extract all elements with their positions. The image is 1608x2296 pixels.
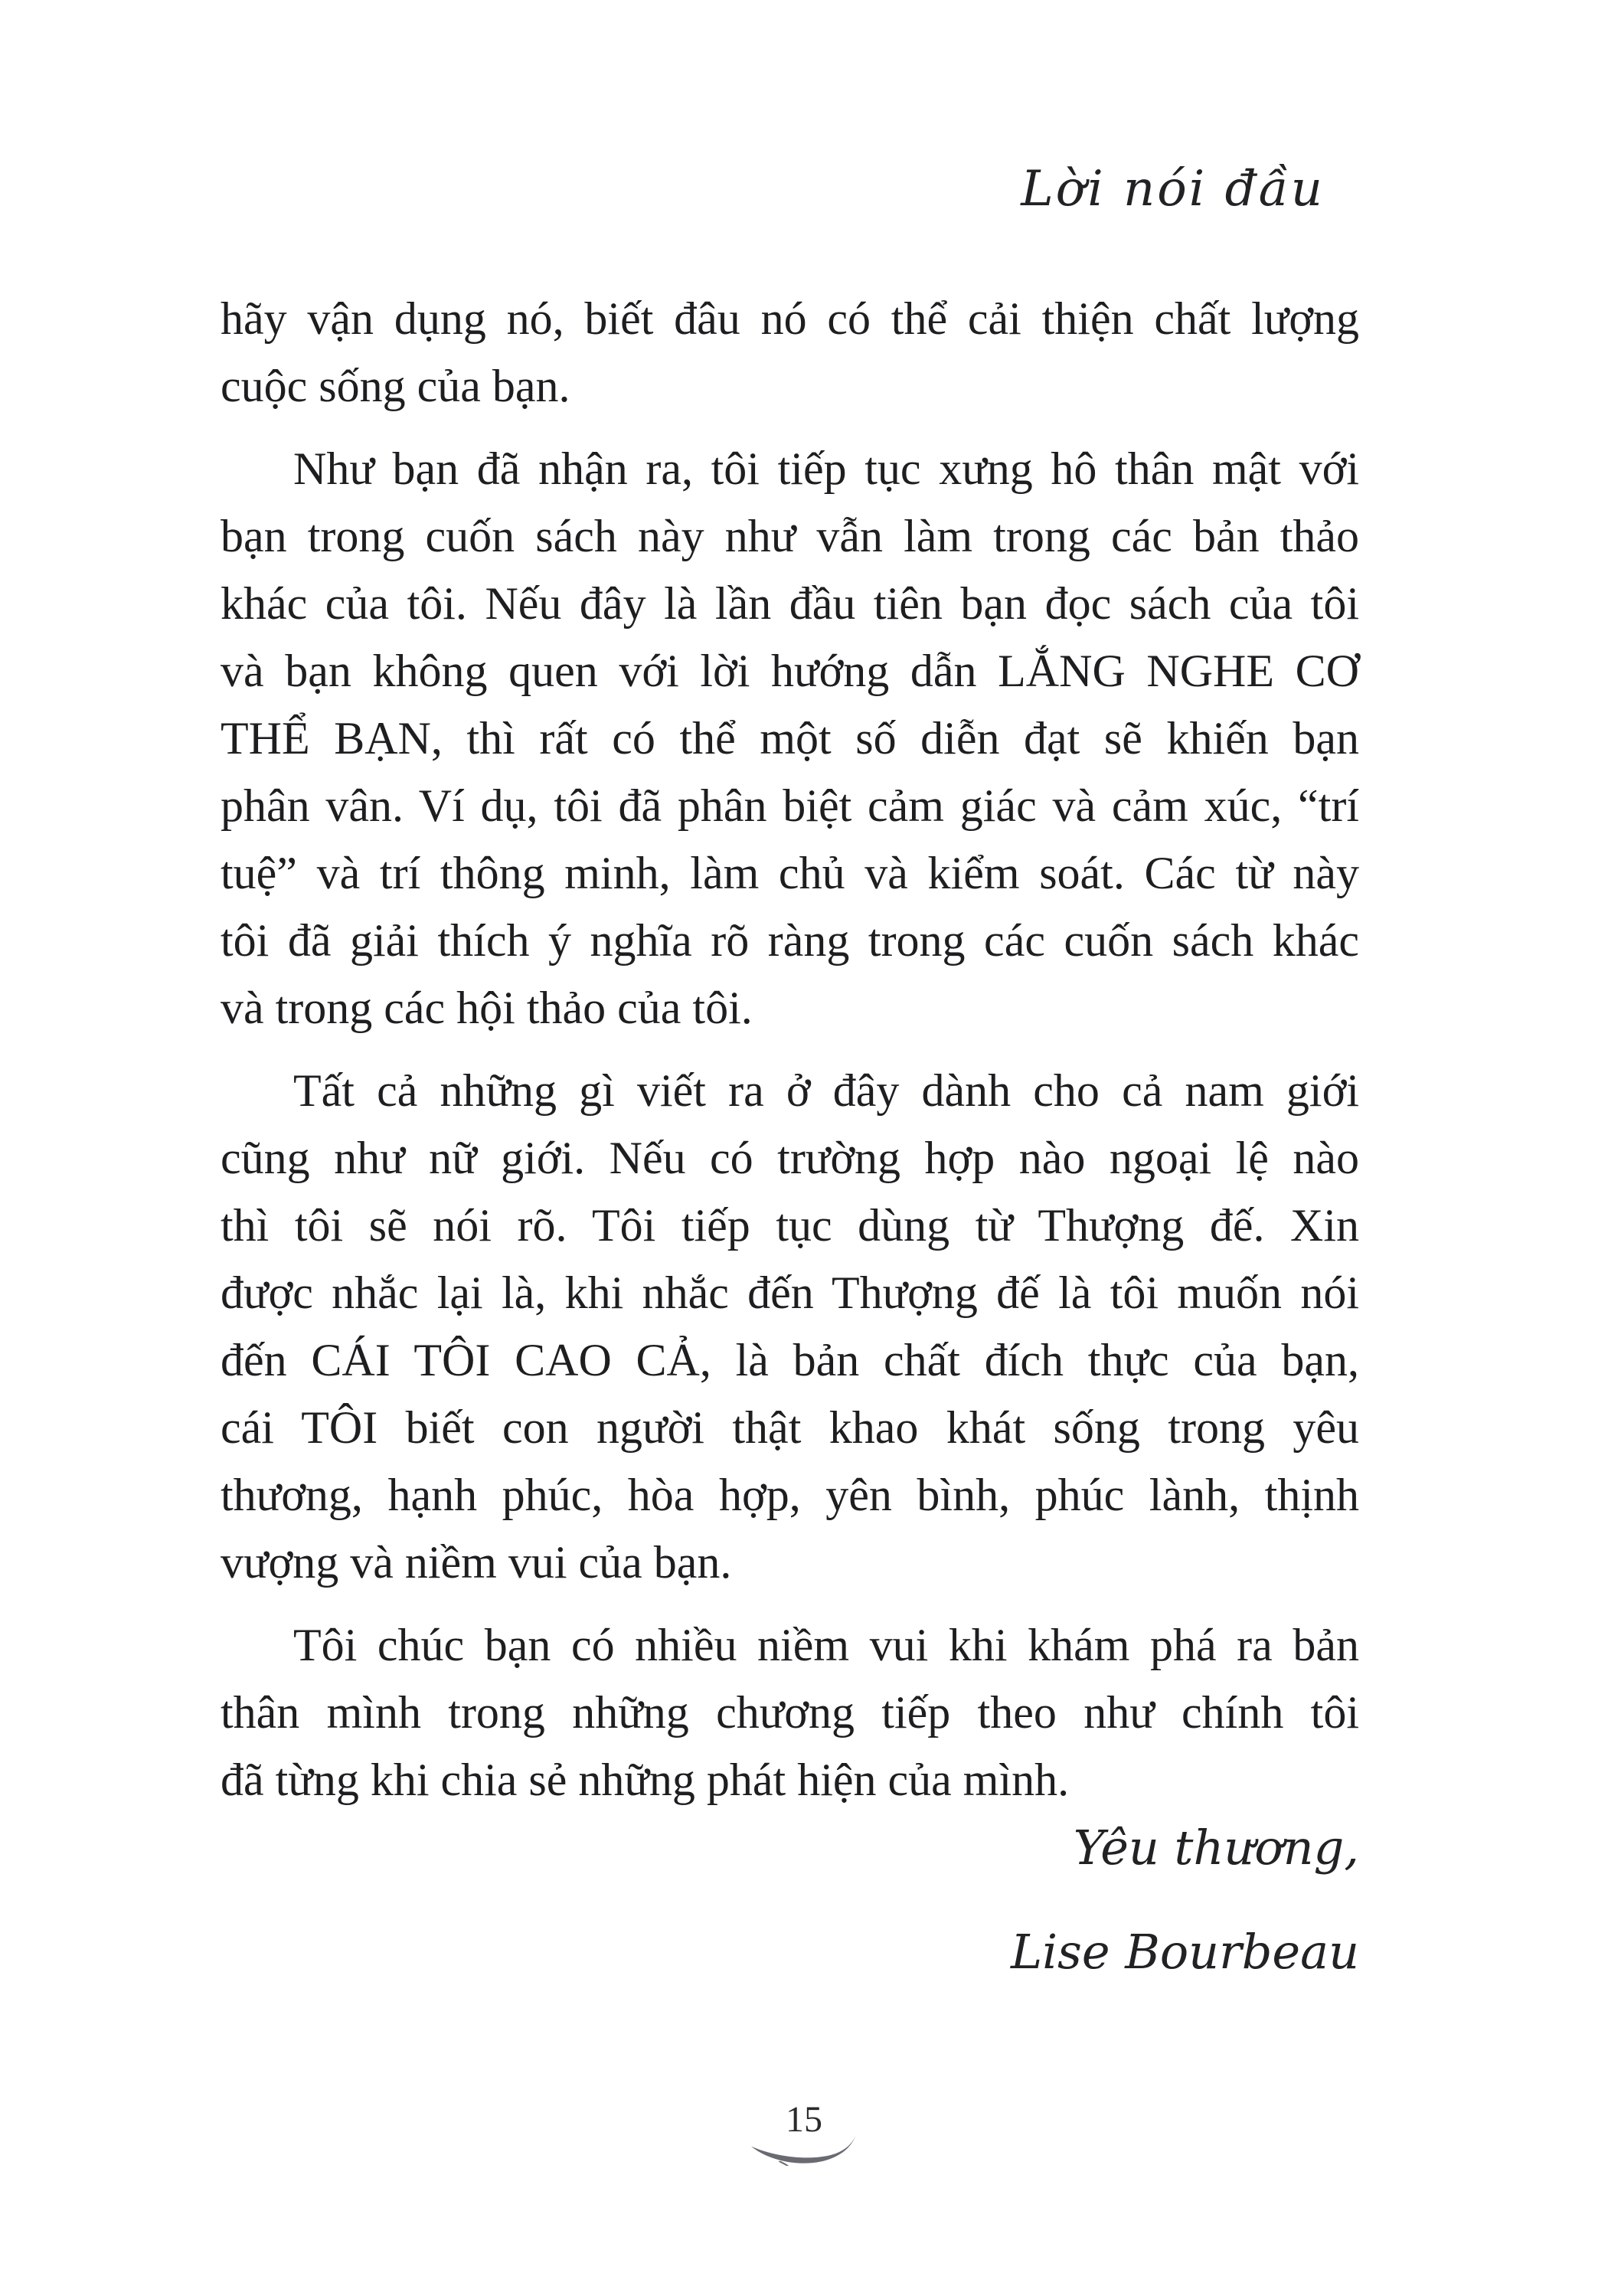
- signature-block: [221, 1814, 1359, 1987]
- paragraph: [221, 1057, 1359, 1596]
- text-line: được nhắc lại là, khi nhắc đến Thượng đế là tôi muốn nói: [221, 1267, 1359, 1318]
- text-line: cái TÔI biết con người thật khao khát sống trong yêu: [221, 1402, 1359, 1453]
- text-line: vượng và niềm vui của bạn.: [221, 1537, 732, 1588]
- text-line: Như bạn đã nhận ra, tôi tiếp tục xưng hô thân mật với: [293, 443, 1359, 494]
- page-number: 15: [786, 2099, 822, 2140]
- running-head: Lời nói đầu: [1021, 161, 1325, 217]
- text-line: tuệ” và trí thông minh, làm chủ và kiểm soát. Các từ này: [221, 848, 1359, 898]
- swash-flourish-icon: [747, 2135, 861, 2166]
- text-line: đến CÁI TÔI CAO CẢ, là bản chất đích thực của bạn,: [221, 1335, 1359, 1385]
- text-line: Tôi chúc bạn có nhiều niềm vui khi khám phá ra bản: [293, 1620, 1359, 1670]
- text-line: Tất cả những gì viết ra ở đây dành cho cả nam giới: [293, 1065, 1359, 1116]
- text-line: hãy vận dụng nó, biết đâu nó có thể cải thiện chất lượng: [221, 293, 1359, 344]
- text-line: phân vân. Ví dụ, tôi đã phân biệt cảm giác và cảm xúc, “trí: [221, 780, 1359, 831]
- text-line: và trong các hội thảo của tôi.: [221, 983, 753, 1033]
- text-line: đã từng khi chia sẻ những phát hiện của mình.: [221, 1755, 1070, 1805]
- body-text: [221, 285, 1359, 1814]
- text-line: thì tôi sẽ nói rõ. Tôi tiếp tục dùng từ Thượng đế. Xin: [221, 1200, 1359, 1251]
- text-line: và bạn không quen với lời hướng dẫn LẮNG NGHE CƠ: [221, 646, 1359, 696]
- text-line: khác của tôi. Nếu đây là lần đầu tiên bạn đọc sách của tôi: [221, 578, 1359, 629]
- text-line: THỂ BẠN, thì rất có thể một số diễn đạt sẽ khiến bạn: [221, 713, 1359, 764]
- signature-closing: Yêu thương,: [1073, 1820, 1359, 1876]
- text-line: cuộc sống của bạn.: [221, 361, 570, 411]
- paragraph: [221, 285, 1359, 420]
- text-line: thân mình trong những chương tiếp theo như chính tôi: [221, 1687, 1359, 1738]
- signature-author: Lise Bourbeau: [1011, 1924, 1359, 1980]
- text-line: bạn trong cuốn sách này như vẫn làm trong các bản thảo: [221, 511, 1359, 561]
- paragraph: [221, 435, 1359, 1042]
- text-line: cũng như nữ giới. Nếu có trường hợp nào ngoại lệ nào: [221, 1133, 1359, 1183]
- paragraph: [221, 1611, 1359, 1814]
- text-line: thương, hạnh phúc, hòa hợp, yên bình, phúc lành, thịnh: [221, 1470, 1359, 1520]
- text-line: tôi đã giải thích ý nghĩa rõ ràng trong các cuốn sách khác: [221, 915, 1359, 966]
- page-footer: [0, 2100, 1608, 2166]
